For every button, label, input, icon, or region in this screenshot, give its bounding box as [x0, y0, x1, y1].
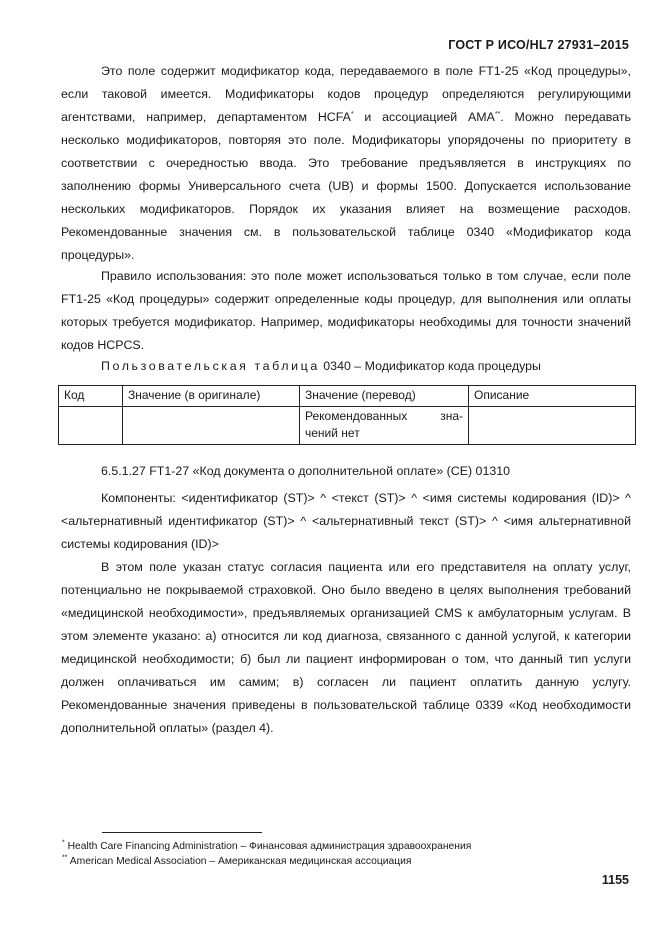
- header-code: Код: [59, 386, 123, 407]
- modifier-table: [58, 385, 636, 445]
- table-caption-label: Пользовательская таблица: [101, 359, 320, 373]
- cell-translation-line2: чений нет: [305, 426, 360, 440]
- header-description: Описание: [469, 386, 636, 407]
- para1-part3: . Можно передавать несколько модификаторов, повторяя это поле. Модификаторы упорядочены по приоритету в соответствии с очередностью ввода. Это требование предъявляется в инструкциях по заполнению формы Универсального счета (UB) и формы 1500. Допускается использование нескольких модификаторов. Порядок их указания влияет на возмещение расходов. Рекомендованные значения см. в пользовательской таблице 0340 «Модификатор кода процедуры».: [61, 110, 631, 262]
- footnote-1-mark: *: [62, 839, 65, 847]
- footnote-2: [62, 856, 412, 867]
- section-title: 6.5.1.27 FT1-27 «Код документа о дополнительной оплате» (CE) 01310: [101, 464, 511, 478]
- footnote-divider: [102, 832, 262, 833]
- paragraph-usage-rule: Правило использования: это поле может использоваться только в том случае, если поле FT1-25 «Код процедуры» содержит определенные коды процедур, для выполнения или оплаты которых требуется модификатор. Например, модификаторы необходимы для точности значений кодов HCPCS.: [61, 269, 631, 352]
- footnote-2-text: American Medical Association – Американская медицинская ассоциация: [67, 856, 412, 867]
- para1-part1: Это поле содержит модификатор кода, передаваемого в поле FT1-25 «Код процедуры», если таковой имеется. Модификаторы кодов процедур определяются регулирующими агентствами, например, департаментом HCFA: [61, 64, 631, 124]
- header-original: Значение (в оригинале): [123, 386, 300, 407]
- paragraph-field-description: [61, 60, 631, 267]
- footnote-2-mark: **: [62, 854, 68, 862]
- cell-translation: [300, 407, 469, 445]
- paragraph-consent-status: В этом поле указан статус согласия пациента или его представителя на оплату услуг, потенциально не покрываемой страховкой. Оно было введено в целях выполнения требований «медицинской необходимости», предъявляемых организацией CMS к амбулаторным услугам. В этом элементе указано: а) относится ли код диагноза, связанного с данной услугой, к категории медицинской необходимости; б) был ли пациент информирован о том, что данный тип услуги должен оплачиваться им самим; в) согласен ли пациент оплатить данную услугу. Рекомендованные значения приведены в пользовательской таблице 0339 «Код необходимости дополнительной оплаты» (раздел 4).: [61, 560, 631, 735]
- cell-description: [469, 407, 636, 445]
- footnote-1-text: Health Care Financing Administration – Финансовая администрация здравоохранения: [64, 841, 472, 852]
- page-number: 1155: [601, 873, 629, 887]
- paragraph-components: Компоненты: <идентификатор (ST)> ^ <текст (ST)> ^ <имя системы кодирования (ID)> ^ <альтернативный идентификатор (ST)> ^ <альтернативный текст (ST)> ^ <имя альтернативной системы кодирования (ID)>: [61, 491, 631, 551]
- table-row: [59, 407, 636, 445]
- footnote-ref-2: **: [494, 110, 501, 118]
- table-header-row: [59, 386, 636, 407]
- cell-translation-line1: Рекомендованных зна-: [305, 409, 463, 423]
- table-caption: [101, 359, 541, 373]
- cell-original: [123, 407, 300, 445]
- footnote-ref-1: *: [350, 110, 354, 118]
- footnote-1: [62, 841, 471, 852]
- para1-part2: и ассоциацией AMA: [353, 110, 495, 124]
- document-header: ГОСТ Р ИСО/HL7 27931–2015: [448, 38, 629, 52]
- table-caption-title: 0340 – Модификатор кода процедуры: [319, 359, 541, 373]
- cell-code: [59, 407, 123, 445]
- header-translation: Значение (перевод): [300, 386, 469, 407]
